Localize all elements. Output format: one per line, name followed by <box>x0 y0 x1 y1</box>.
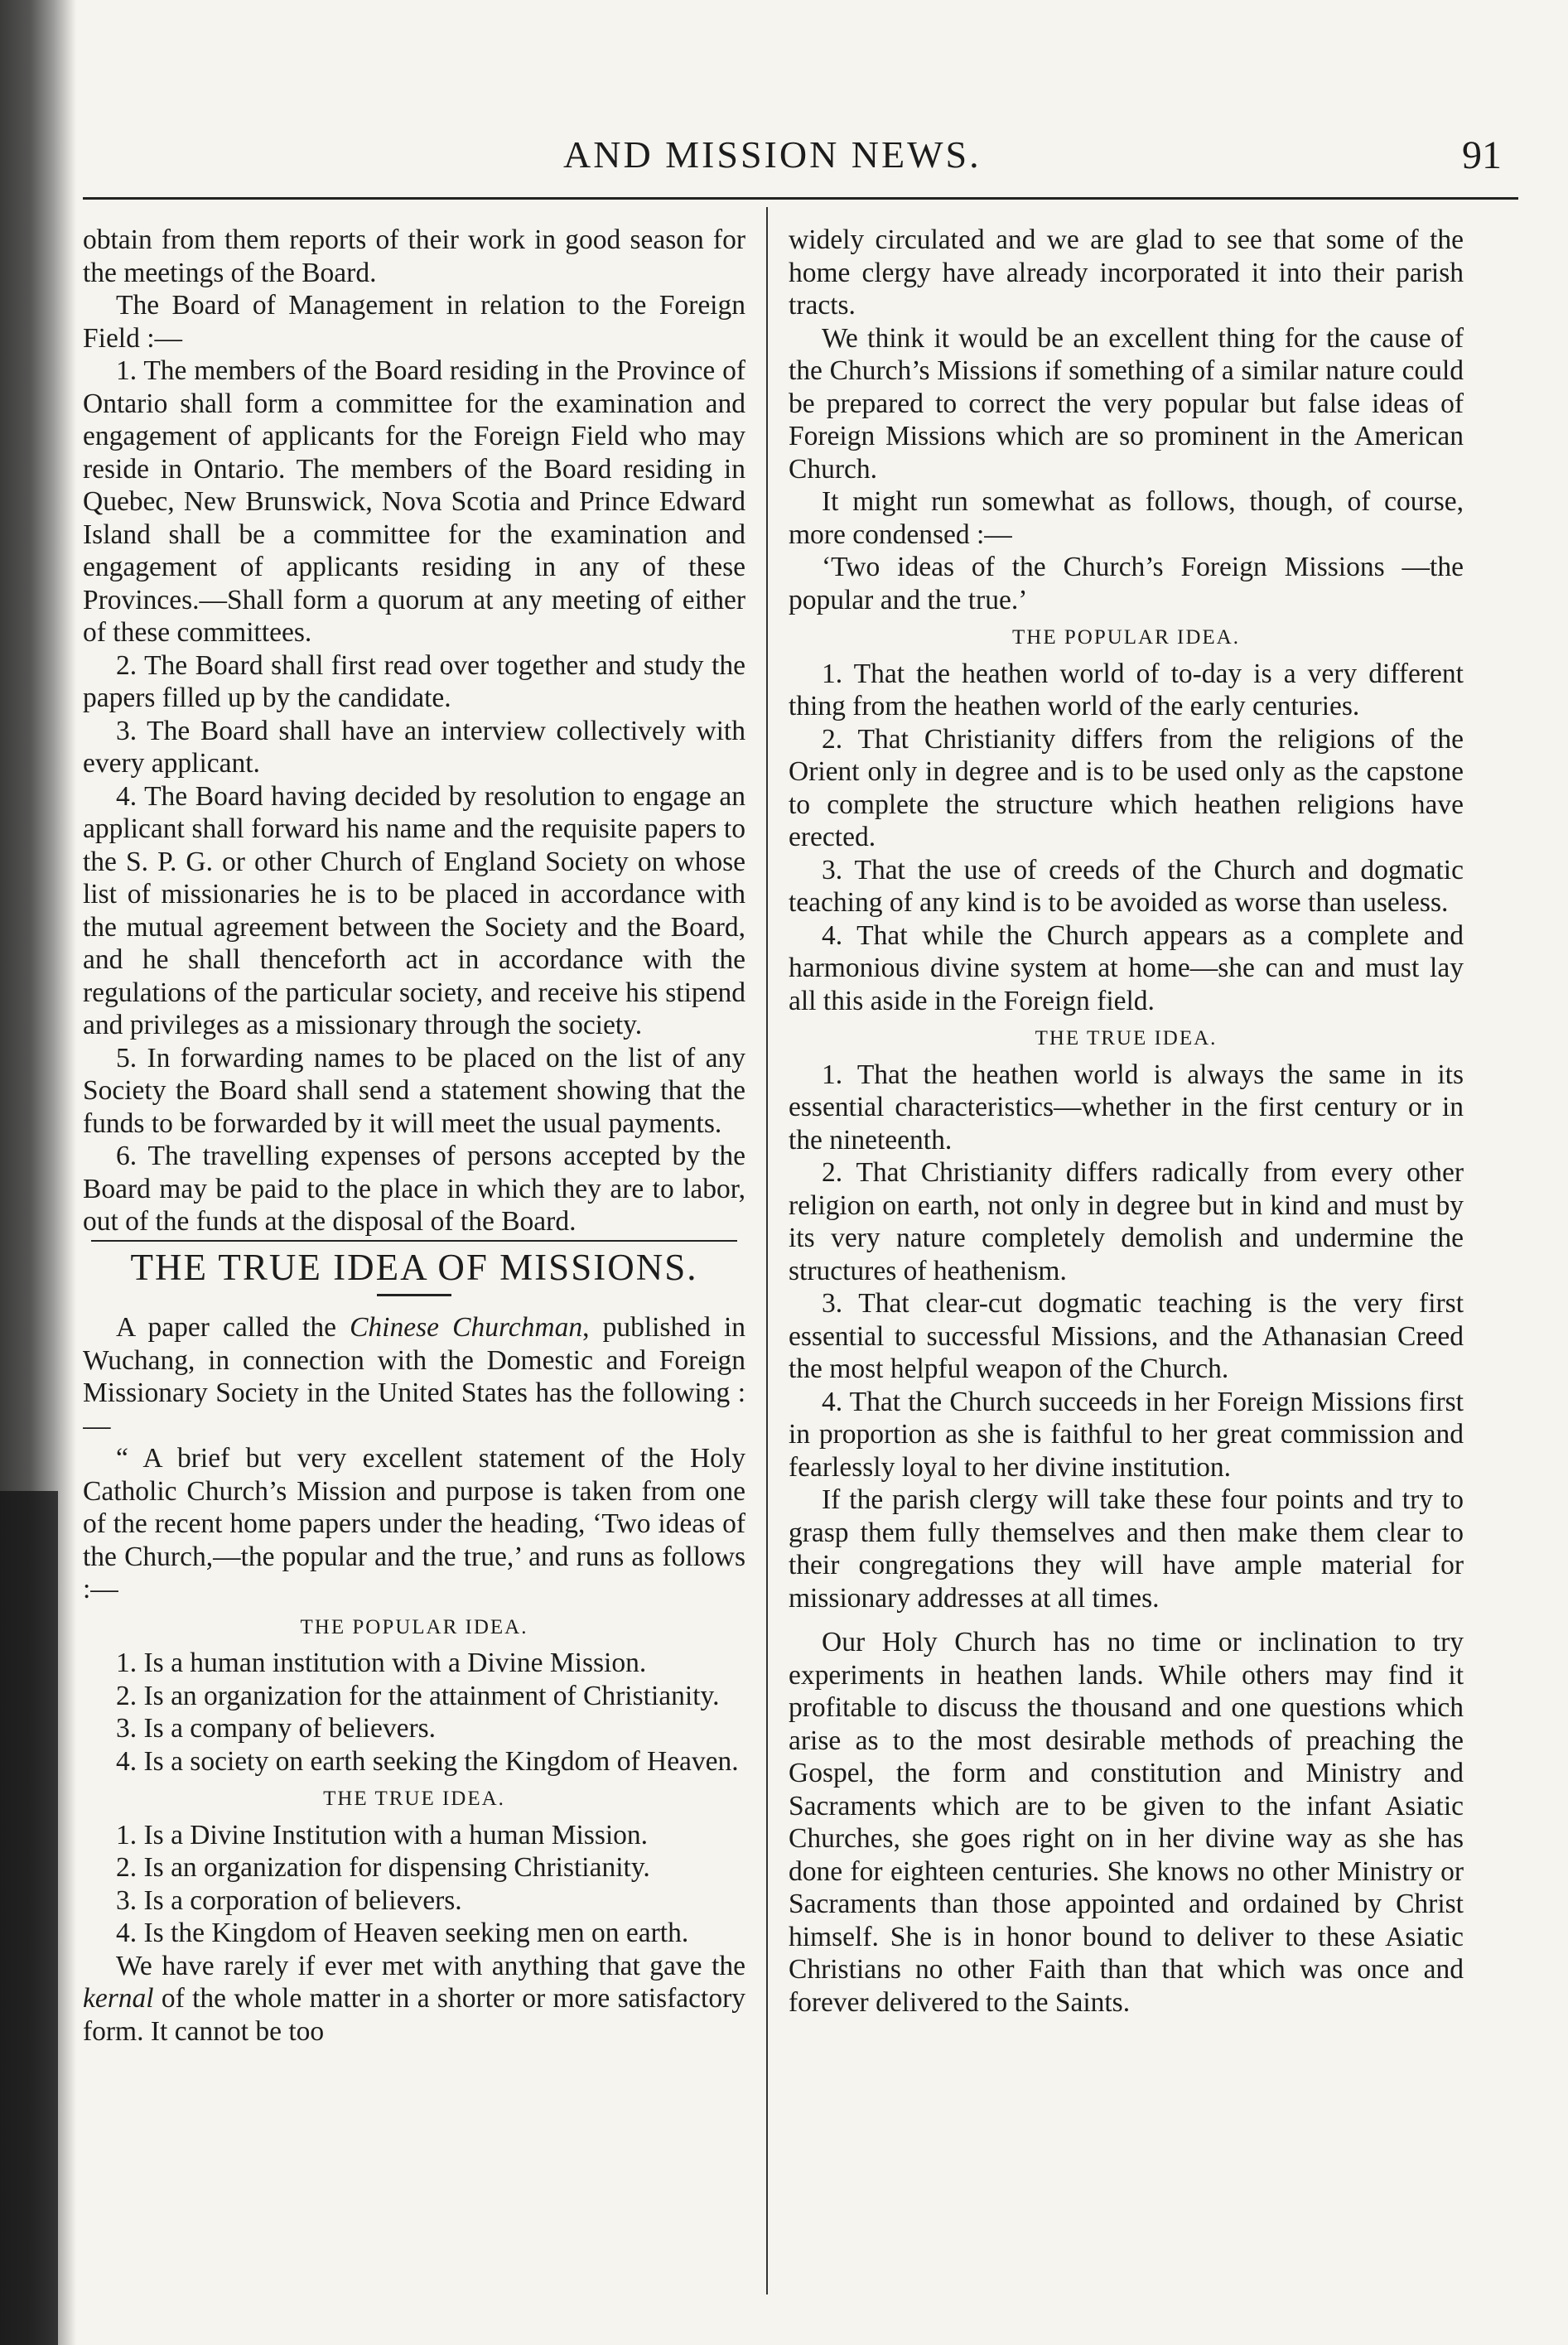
page-header <box>83 124 1518 199</box>
left-column <box>83 224 745 2319</box>
paragraph: 2. The Board shall first read over together and study the papers filled up by the candidate. <box>83 649 745 713</box>
intro-text: , published in Wuchang, in connection with the Domestic and Foreign Missionary Society in the United States has the following :— <box>83 1312 745 1441</box>
paragraph: If the parish clergy will take these four points and try to grasp them fully themselves and then make them clear to their congregations they will have ample material for missionary addresses at all times. <box>789 1484 1464 1614</box>
paragraph <box>83 1950 745 2048</box>
list-item: 2. That Christianity differs from the religions of the Orient only in degree and is to be used only as the capstone to complete the structure which heathen religions have erected. <box>789 723 1464 852</box>
article-intro <box>83 1311 745 1442</box>
list-item: 2. Is an organization for the attainment of Christianity. <box>116 1680 720 1711</box>
list-item: 2. Is an organization for dispensing Christianity. <box>116 1852 650 1883</box>
intro-text: A paper called the <box>116 1312 350 1343</box>
paragraph: Our Holy Church has no time or inclination to try experiments in heathen lands. While others may find it profitable to discuss the thousand and one questions which arise as to the most desirable methods of preaching the Gospel, the form and constitution and Ministry and Sacraments which are to be given to the infant Asiatic Churches, she goes right on in her divine way as she has done for eighteen centuries. She knows no other Ministry or Sacraments than those appointed and ordained by Christ himself. She is in honor bound to deliver to these Asiatic Christians no other Faith than that which was once and forever delivered to the Saints. <box>789 1627 1464 2018</box>
paragraph: 4. The Board having decided by resolution to engage an applicant shall forward his name and the requisite papers to the S. P. G. or other Church of England Society on whose list of missionaries he is to be placed in accordance with the mutual agreement between the Society and the Board, and he shall thenceforth act in accordance with the regulations of the particular society, and receive his stipend and privileges as a missionary through the society. <box>83 780 745 1040</box>
publication-name: Chinese Churchman <box>350 1312 583 1343</box>
list-item: 3. That the use of creeds of the Church and dogmatic teaching of any kind is to be avoided as worse than useless. <box>789 854 1464 918</box>
list-item: 4. That the Church succeeds in her Foreign Missions first in proportion as she is faithful to her great commission and fearlessly loyal to her divine institution. <box>789 1386 1464 1483</box>
right-column <box>789 224 1464 2319</box>
list-item: 1. That the heathen world is always the same in its essential characteristics—whether in the first century or in the nineteenth. <box>789 1059 1464 1156</box>
list-item: 2. That Christianity differs radically from every other religion on earth, not only in degree but in kind and must by its very nature completely demolish and undermine the structures of heathenism. <box>789 1157 1464 1286</box>
title-rule-short <box>377 1294 451 1296</box>
section-heading: THE TRUE IDEA. <box>323 1788 505 1810</box>
section-heading: THE TRUE IDEA. <box>1035 1027 1218 1049</box>
column-divider <box>766 207 768 2294</box>
italic-word: kernal <box>83 1983 154 2014</box>
paragraph: obtain from them reports of their work in good season for the meetings of the Board. <box>83 224 745 288</box>
article-title: THE TRUE IDEA OF MISSIONS. <box>130 1246 698 1288</box>
section-heading: THE POPULAR IDEA. <box>300 1615 528 1638</box>
paragraph: It might run somewhat as follows, though, of course, more condensed :— <box>789 486 1464 550</box>
list-item: 1. Is a human institution with a Divine Mission. <box>116 1648 647 1678</box>
list-item: 1. That the heathen world of to-day is a very different thing from the heathen world of the early centuries. <box>789 658 1464 721</box>
paragraph: 1. The members of the Board residing in the Province of Ontario shall form a committee for the examination and engagement of applicants for the Foreign Field who may reside in Ontario. The members of the Board residing in Quebec, New Brunswick, Nova Scotia and Prince Edward Island shall be a committee for the examination and engagement of applicants residing in any of these Provinces.—Shall form a quorum at any meeting of either of these committees. <box>83 355 745 648</box>
title-rule <box>91 1240 737 1242</box>
list-item: 1. Is a Divine Institution with a human Mission. <box>116 1819 649 1850</box>
quote-paragraph: “ A brief but very excellent statement of the Holy Catholic Church’s Mission and purpose is taken from one of the recent home papers under the heading, ‘Two ideas of the Church,—the popular and the true,’ and runs as follows :— <box>83 1443 745 1604</box>
list-item: 4. Is the Kingdom of Heaven seeking men on earth. <box>116 1918 689 1948</box>
page-number: 91 <box>1462 133 1502 177</box>
paragraph: widely circulated and we are glad to see that some of the home clergy have already incorporated it into their parish tracts. <box>789 224 1464 321</box>
closing-text: We have rarely if ever met with anything that gave the <box>116 1950 745 1981</box>
paragraph: 6. The travelling expenses of persons accepted by the Board may be paid to the place in which they are to labor, out of the funds at the disposal of the Board. <box>83 1141 745 1237</box>
running-head: AND MISSION NEWS. <box>563 133 982 176</box>
closing-text: of the whole matter in a shorter or more satisfactory form. It cannot be too <box>83 1983 745 2047</box>
paragraph: ‘Two ideas of the Church’s Foreign Missions —the popular and the true.’ <box>789 552 1464 615</box>
paragraph: 3. The Board shall have an interview collectively with every applicant. <box>83 715 745 779</box>
list-item: 3. Is a company of believers. <box>116 1713 437 1744</box>
list-item: 3. Is a corporation of believers. <box>116 1884 462 1916</box>
paragraph: The Board of Management in relation to the Foreign Field :— <box>83 290 745 354</box>
list-item: 3. That clear-cut dogmatic teaching is the very first essential to successful Missions, and the Athanasian Creed the most helpful weapon of the Church. <box>789 1288 1464 1384</box>
section-heading: THE POPULAR IDEA. <box>1012 626 1240 649</box>
list-item: 4. Is a society on earth seeking the Kingdom of Heaven. <box>116 1745 739 1777</box>
paragraph: We think it would be an excellent thing for the cause of the Church’s Missions if something of a similar nature could be prepared to correct the very popular but false ideas of Foreign Missions which are so prominent in the American Church. <box>789 322 1464 485</box>
binding-edge-dark <box>0 1491 58 2345</box>
list-item: 4. That while the Church appears as a complete and harmonious divine system at home—she can and must lay all this aside in the Foreign field. <box>789 919 1464 1016</box>
paragraph: 5. In forwarding names to be placed on the list of any Society the Board shall send a statement showing that the funds to be forwarded by it will meet the usual payments. <box>83 1042 745 1139</box>
header-rule <box>83 197 1518 200</box>
